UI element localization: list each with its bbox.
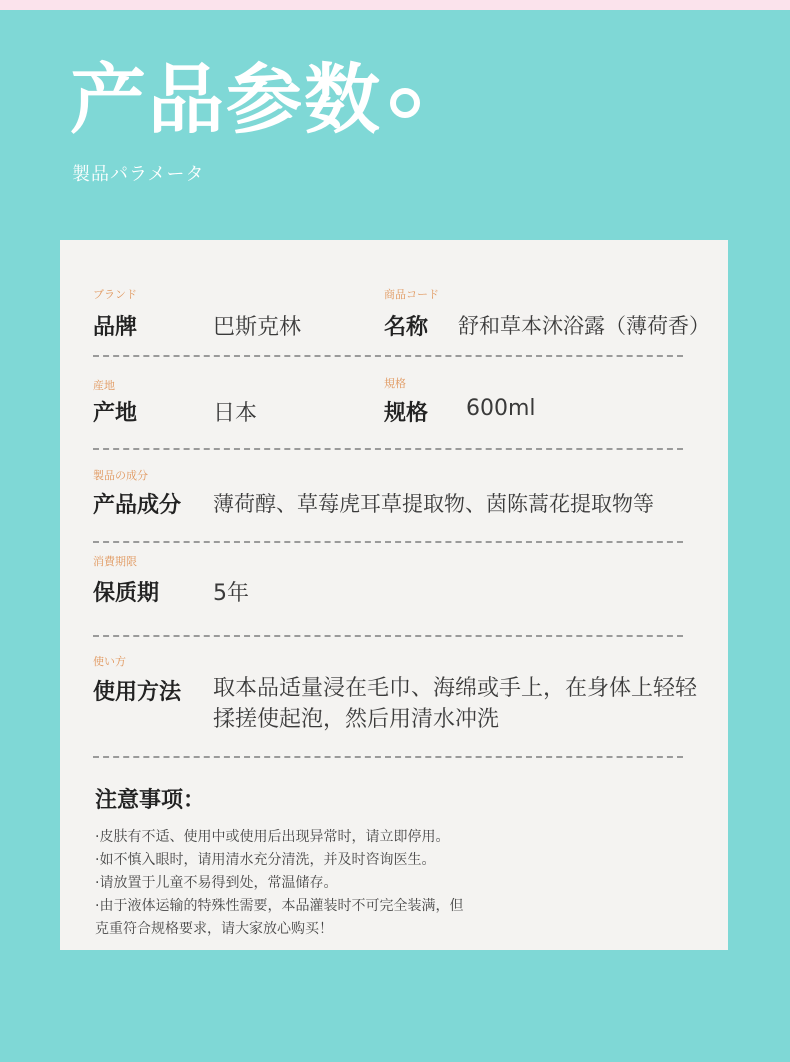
spec-key: 规格 [384,401,429,426]
name-key: 名称 [384,315,429,340]
spec-jp-label: 規格 [384,377,406,390]
top-strip [0,0,790,10]
page-title-text: 产品参数 [70,55,382,144]
divider-5 [93,756,683,758]
notice-tail: 克重符合规格要求，请大家放心购买！ [95,921,333,937]
divider-2 [93,448,683,450]
notice-item: ·皮肤有不适、使用中或使用后出现异常时，请立即停用。 [95,829,450,845]
ingredients-key: 产品成分 [93,493,182,518]
origin-jp-label: 産地 [93,379,115,392]
name-value: 舒和草本沐浴露（薄荷香） [458,314,710,338]
origin-value: 日本 [213,401,258,426]
shelf-life-jp-label: 消費期限 [93,555,137,568]
notice-item: ·由于液体运输的特殊性需要，本品灌装时不可完全装满，但 [95,898,464,914]
usage-jp-label: 使い方 [93,655,126,668]
divider-4 [93,635,683,637]
divider-3 [93,541,683,543]
shelf-life-value: 5年 [213,581,249,606]
parameter-card [60,240,728,950]
ingredients-value: 薄荷醇、草莓虎耳草提取物、茵陈蒿花提取物等 [213,492,654,516]
origin-key: 产地 [93,401,138,426]
page-title [70,50,420,150]
divider-1 [93,355,683,357]
notice-item: ·请放置于儿童不易得到处，常温储存。 [95,875,338,891]
notice-list [95,826,463,918]
spec-value: 600ml [466,396,536,421]
usage-value: 取本品适量浸在毛巾、海绵或手上，在身体上轻轻揉搓使起泡，然后用清水冲洗 [213,676,698,732]
notice-title: 注意事项： [95,788,206,813]
title-dot [390,88,420,118]
brand-key: 品牌 [93,315,138,340]
usage-key: 使用方法 [93,680,182,705]
shelf-life-key: 保质期 [93,581,160,606]
brand-jp-label: ブランド [93,288,137,301]
notice-item: ·如不慎入眼时，请用清水充分清洗，并及时咨询医生。 [95,852,436,868]
ingredients-jp-label: 製品の成分 [93,469,148,482]
page-subtitle: 製品パラメータ [72,164,205,185]
name-jp-label: 商品コード [384,288,439,301]
brand-value: 巴斯克林 [213,315,302,340]
